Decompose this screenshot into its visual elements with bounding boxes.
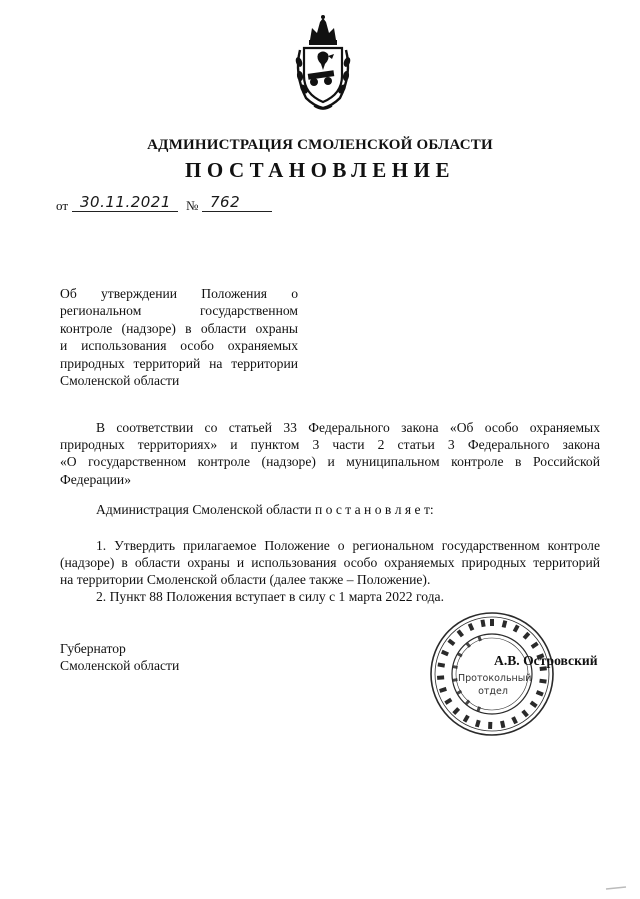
- resolution-phrase-text: Администрация Смоленской области п о с т а н о в л я е т:: [96, 502, 434, 517]
- item-1-line: на территории Смоленской области (далее также – Положение).: [60, 572, 431, 588]
- date-prefix: от: [56, 198, 69, 213]
- preamble-paragraph: [60, 419, 600, 488]
- preamble-line: природных территориях» и пунктом 3 части 2 статьи 3 Федерального закона: [60, 437, 600, 453]
- item-2-line: 2. Пункт 88 Положения вступает в силу с 1 марта 2022 года.: [96, 589, 444, 604]
- item-1-paragraph: [60, 537, 600, 589]
- number-prefix: №: [186, 198, 199, 213]
- coat-of-arms-emblem: [292, 14, 354, 112]
- subject-line: Смоленской области: [60, 372, 180, 388]
- preamble-line: «О государственном контроле (надзоре) и муниципальном контроле в Российской: [60, 454, 600, 470]
- stamp-inner-line: Протокольный: [458, 673, 532, 684]
- subject-line: и использования особо охраняемых: [60, 338, 298, 354]
- organization-title: АДМИНИСТРАЦИЯ СМОЛЕНСКОЙ ОБЛАСТИ: [147, 137, 493, 153]
- subject-line: природных территорий на территории: [60, 355, 298, 371]
- subject-line: региональном государственном: [60, 303, 298, 319]
- number-underline: [202, 211, 272, 212]
- signatory-name: А.В. Островский: [494, 653, 598, 668]
- signatory-title-line: Губернатор: [60, 641, 126, 656]
- date-number-line: [56, 193, 316, 215]
- subject-block: [60, 285, 298, 389]
- subject-line: контроле (надзоре) в области охраны: [60, 320, 298, 336]
- stamp-inner-text: [458, 672, 532, 698]
- stamp-inner-line: отдел: [478, 686, 508, 697]
- item-1-line: (надзоре) в области охраны и использования особо охраняемых природных территорий: [60, 555, 600, 571]
- item-1-line: 1. Утвердить прилагаемое Положение о региональном государственном контроле: [96, 538, 600, 553]
- signatory-title: [60, 640, 179, 674]
- resolution-phrase: [60, 501, 600, 518]
- preamble-line: В соответствии со статьей 33 Федерального закона «Об особо охраняемых: [96, 420, 600, 435]
- signatory-title-line: Смоленской области: [60, 658, 180, 674]
- date-underline: [72, 211, 178, 212]
- number-handwritten: 762: [210, 193, 241, 211]
- page-corner-mark: [604, 883, 628, 893]
- item-2-paragraph: [60, 588, 600, 605]
- subject-line: Об утверждении Положения о: [60, 286, 298, 301]
- document-type-title: ПОСТАНОВЛЕНИЕ: [185, 158, 455, 182]
- date-handwritten: 30.11.2021: [80, 193, 171, 211]
- preamble-line: Федерации»: [60, 471, 131, 487]
